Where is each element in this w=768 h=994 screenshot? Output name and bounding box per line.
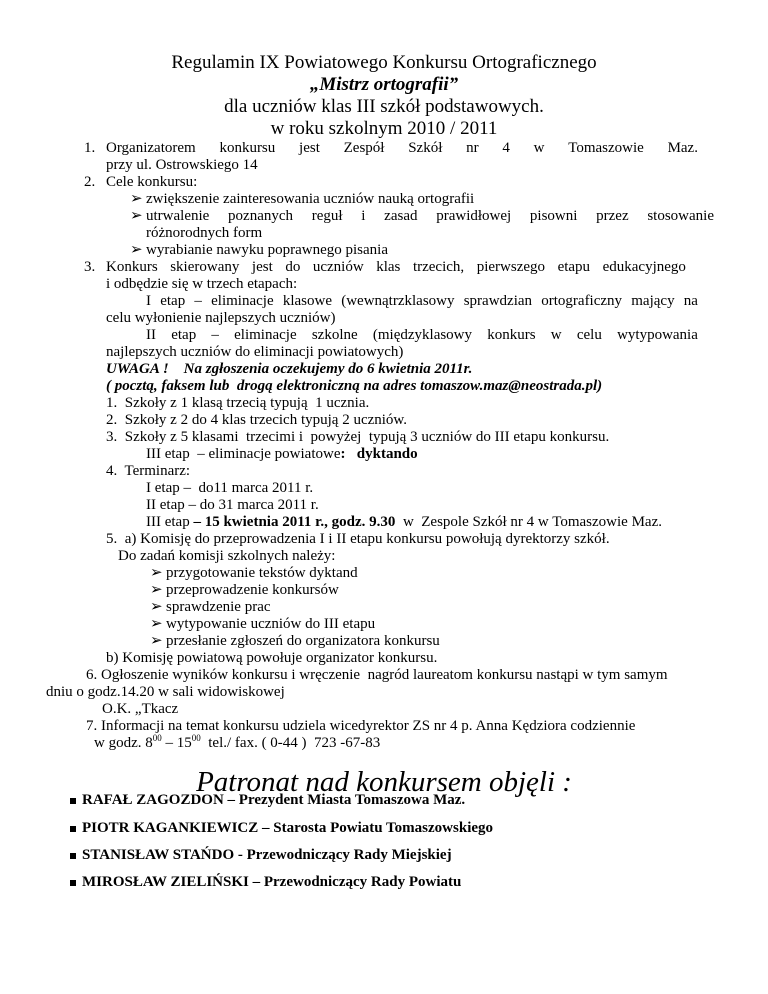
word: w — [533, 140, 545, 156]
word: pisowni — [529, 208, 578, 224]
word: celu — [576, 327, 602, 343]
patron-item — [70, 820, 493, 837]
task-item — [150, 565, 358, 582]
doc-title-line-4: w roku szkolnym 2010 / 2011 — [270, 118, 498, 139]
section-3-line — [106, 259, 686, 276]
word: konkurs — [487, 327, 536, 343]
word: na — [683, 293, 698, 309]
word: reguł — [311, 208, 343, 224]
word: w — [550, 327, 562, 343]
schedule-item — [146, 514, 662, 531]
task-item — [150, 599, 271, 616]
results-venue: O.K. „Tkacz — [102, 701, 179, 717]
phone-fax: tel./ fax. ( 0-44 ) 723 -67-83 — [200, 735, 381, 751]
doc-title-line-1: Regulamin IX Powiatowego Konkursu Ortograficznego — [171, 52, 597, 73]
word: edukacyjnego — [602, 259, 686, 275]
patron-item — [70, 874, 461, 891]
goal-text-continued: różnorodnych form — [146, 225, 263, 241]
task-text: przeprowadzenie konkursów — [166, 582, 339, 598]
word: mający — [631, 293, 675, 309]
stage-1-line — [146, 293, 698, 310]
patron-text: MIROSŁAW ZIELIŃSKI – Przewodniczący Rady Powiatu — [82, 874, 462, 890]
word: prawidłowej — [436, 208, 512, 224]
word: klasowe — [282, 293, 332, 309]
word: wytypowania — [617, 327, 698, 343]
patron-text: STANISŁAW STAŃDO - Przewodniczący Rady Miejskiej — [82, 847, 452, 863]
goal-item — [130, 242, 388, 259]
arrow-bullet-icon: ➢ — [150, 616, 163, 632]
task-item — [150, 633, 440, 650]
square-bullet-icon — [70, 853, 76, 859]
schedule-item: II etap – do 31 marca 2011 r. — [146, 497, 319, 513]
patron-item — [70, 792, 465, 809]
task-item — [150, 616, 375, 633]
commission-b: b) Komisję powiatową powołuje organizator konkursu. — [106, 650, 438, 666]
section-1-line — [106, 140, 698, 157]
word: jest — [251, 259, 273, 275]
hours-to-minutes: 00 — [191, 733, 201, 743]
word: przez — [596, 208, 629, 224]
word: Organizatorem — [106, 140, 196, 156]
task-text: przygotowanie tekstów dyktand — [166, 565, 358, 581]
square-bullet-icon — [70, 826, 76, 832]
schedule-item-label: III etap — [146, 514, 194, 530]
arrow-bullet-icon: ➢ — [150, 582, 163, 598]
word: utrwalenie — [146, 208, 210, 224]
word: etap — [160, 293, 186, 309]
task-text: wytypowanie uczniów do III etapu — [166, 616, 376, 632]
task-text: sprawdzenie prac — [166, 599, 271, 615]
word: zasad — [384, 208, 418, 224]
patron-text: RAFAŁ ZAGOZDON – Prezydent Miasta Tomaszowa Maz. — [82, 792, 466, 808]
word: Szkół — [408, 140, 443, 156]
arrow-bullet-icon: ➢ — [130, 242, 143, 258]
section-2-title: Cele konkursu: — [106, 174, 198, 190]
arrow-bullet-icon: ➢ — [150, 565, 163, 581]
word: 4 — [502, 140, 510, 156]
goal-text: wyrabianie nawyku poprawnego pisania — [146, 242, 389, 258]
stage-2-continued: najlepszych uczniów do eliminacji powiatowych) — [106, 344, 404, 360]
word: etapu — [557, 259, 591, 275]
arrow-bullet-icon: ➢ — [150, 633, 163, 649]
doc-title-line-3: dla uczniów klas III szkół podstawowych. — [224, 96, 544, 117]
stage-2-line — [146, 327, 698, 344]
stage-3-line — [146, 446, 418, 463]
section-3-line-2: i odbędzie się w trzech etapach: — [106, 276, 298, 292]
square-bullet-icon — [70, 880, 76, 886]
section-2-number: 2. — [84, 174, 96, 190]
word: I — [146, 293, 151, 309]
hours-from-minutes: 00 — [152, 733, 162, 743]
word: poznanych — [228, 208, 294, 224]
word: uczniów — [312, 259, 364, 275]
square-bullet-icon — [70, 798, 76, 804]
task-text: przesłanie zgłoszeń do organizatora konkursu — [166, 633, 440, 649]
patron-text: PIOTR KAGANKIEWICZ – Starosta Powiatu Tomaszowskiego — [82, 820, 494, 836]
word: szkolne — [311, 327, 358, 343]
section-1-address: przy ul. Ostrowskiego 14 — [106, 157, 258, 173]
commission-tasks-title: Do zadań komisji szkolnych należy: — [118, 548, 336, 564]
word: Zespół — [343, 140, 385, 156]
arrow-bullet-icon: ➢ — [130, 191, 143, 207]
arrow-bullet-icon: ➢ — [130, 208, 143, 224]
word: konkursu — [219, 140, 276, 156]
info-line-2 — [94, 735, 380, 752]
rule-item: 1. Szkoły z 1 klasą trzecią typują 1 ucznia. — [106, 395, 370, 411]
word: etap — [171, 327, 197, 343]
goal-item — [130, 191, 474, 208]
schedule-item: I etap – do11 marca 2011 r. — [146, 480, 314, 496]
hours-from: w godz. 8 — [94, 735, 153, 751]
goal-text: zwiększenie zainteresowania uczniów nauką ortografii — [146, 191, 475, 207]
word: skierowany — [170, 259, 240, 275]
word: – — [194, 293, 202, 309]
task-item — [150, 582, 339, 599]
results-line-2: dniu o godz.14.20 w sali widowiskowej — [46, 684, 285, 700]
commission-a: 5. a) Komisję do przeprowadzenia I i II etapu konkursu powołują dyrektorzy szkół. — [106, 531, 610, 547]
rule-item: 2. Szkoły z 2 do 4 klas trzecich typują 2 uczniów. — [106, 412, 408, 428]
patronage-heading: Patronat nad konkursem objęli : — [196, 766, 572, 798]
results-line-1: 6. Ogłoszenie wyników konkursu i wręczenie nagród laureatom konkursu nastąpi w tym samym — [86, 667, 668, 683]
goal-text — [146, 208, 714, 225]
rule-item: 3. Szkoły z 5 klasami trzecimi i powyżej typują 3 uczniów do III etapu konkursu. — [106, 429, 610, 445]
deadline-notice: UWAGA ! Na zgłoszenia oczekujemy do 6 kwietnia 2011r. — [106, 361, 473, 377]
word: Maz. — [667, 140, 698, 156]
hours-to: – 15 — [161, 735, 192, 751]
section-1-number: 1. — [84, 140, 96, 156]
info-line-1: 7. Informacji na temat konkursu udziela wicedyrektor ZS nr 4 p. Anna Kędziora codziennie — [86, 718, 636, 734]
word: Tomaszowie — [568, 140, 644, 156]
word: (wewnątrzklasowy — [341, 293, 455, 309]
word: eliminacje — [234, 327, 297, 343]
submission-method: ( pocztą, faksem lub drogą elektroniczną na adres tomaszow.maz@neostrada.pl) — [106, 378, 603, 394]
word: eliminacje — [211, 293, 274, 309]
word: sprawdzian — [463, 293, 533, 309]
word: (międzyklasowy — [372, 327, 473, 343]
word: pierwszego — [476, 259, 546, 275]
word: klas — [376, 259, 401, 275]
schedule-title: 4. Terminarz: — [106, 463, 191, 479]
word: nr — [466, 140, 479, 156]
word: stosowanie — [647, 208, 714, 224]
section-3-number: 3. — [84, 259, 96, 275]
schedule-item-place: w Zespole Szkół nr 4 w Tomaszowie Maz. — [395, 514, 662, 530]
word: do — [285, 259, 301, 275]
word: II — [146, 327, 156, 343]
word: – — [211, 327, 219, 343]
goal-item — [130, 208, 714, 225]
arrow-bullet-icon: ➢ — [150, 599, 163, 615]
stage-3-form: dyktando — [356, 446, 418, 462]
word: jest — [299, 140, 320, 156]
patron-item — [70, 847, 452, 864]
stage-3-colon: : — [340, 446, 346, 462]
word: i — [361, 208, 366, 224]
stage-3-label: III etap – eliminacje powiatowe — [146, 446, 341, 462]
word: trzecich, — [412, 259, 465, 275]
word: Konkurs — [106, 259, 158, 275]
doc-title-line-2: „Mistrz ortografii” — [309, 74, 459, 95]
schedule-item-date: – 15 kwietnia 2011 r., godz. 9.30 — [193, 514, 396, 530]
word: ortograficzny — [541, 293, 623, 309]
stage-1-continued: celu wyłonienie najlepszych uczniów) — [106, 310, 336, 326]
